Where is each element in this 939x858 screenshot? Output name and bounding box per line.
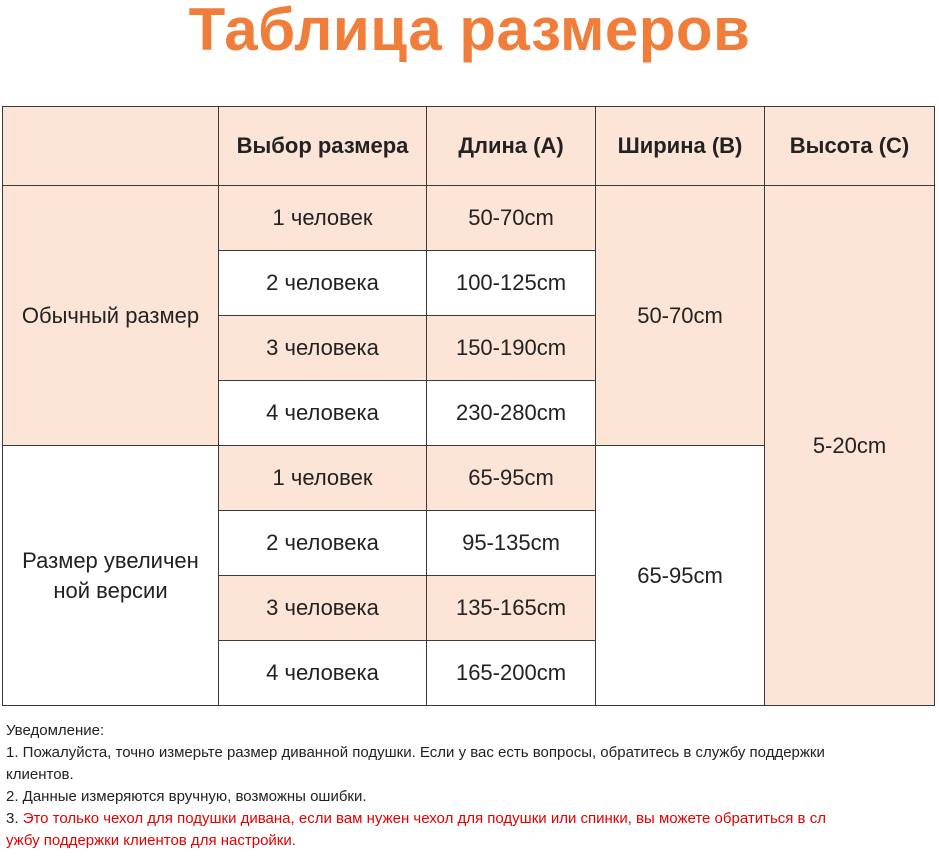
height-cell: 5-20cm [765,186,935,706]
note-3-number: 3. [6,810,23,827]
length-cell: 230-280cm [427,381,596,446]
header-size-choice: Выбор размера [219,107,427,186]
table-row [3,186,935,251]
people-cell: 4 человека [219,381,427,446]
note-1: 1. Пожалуйста, точно измерьте размер диванной подушки. Если у вас есть вопросы, обратитесь в службу поддержки [6,744,825,761]
width-cell-enlarged: 65-95cm [596,446,765,706]
people-cell: 1 человек [219,186,427,251]
group-label-regular [3,186,219,446]
group-label-line: ной версии [53,577,168,603]
length-cell: 135-165cm [427,576,596,641]
length-cell: 65-95cm [427,446,596,511]
notes-heading: Уведомление: [6,722,105,739]
people-cell: 3 человека [219,576,427,641]
length-cell: 100-125cm [427,251,596,316]
people-cell: 2 человека [219,251,427,316]
table-header-row [3,107,935,186]
people-cell: 2 человека [219,511,427,576]
note-1-continued: клиентов. [6,766,74,783]
header-cell-empty [3,107,219,186]
people-cell: 4 человека [219,641,427,706]
notes-section [6,720,934,852]
width-cell-regular: 50-70cm [596,186,765,446]
length-cell: 150-190cm [427,316,596,381]
note-2: 2. Данные измеряются вручную, возможны ошибки. [6,788,367,805]
length-cell: 165-200cm [427,641,596,706]
note-3-warning: Это только чехол для подушки дивана, если вам нужен чехол для подушки или спинки, вы можете обратиться в сл [22,810,826,827]
note-3 [6,808,934,830]
length-cell: 95-135cm [427,511,596,576]
size-table [2,106,935,706]
people-cell: 1 человек [219,446,427,511]
header-height: Высота (C) [765,107,935,186]
header-length: Длина (A) [427,107,596,186]
length-cell: 50-70cm [427,186,596,251]
header-width: Ширина (B) [596,107,765,186]
note-3-warning-continued: ужбу поддержки клиентов для настройки. [6,832,296,849]
people-cell: 3 человека [219,316,427,381]
page-title: Таблица размеров [188,0,751,63]
group-label-line: Размер увеличен [22,547,199,573]
group-label-enlarged [3,446,219,706]
group-label-line: Обычный размер [21,302,200,328]
